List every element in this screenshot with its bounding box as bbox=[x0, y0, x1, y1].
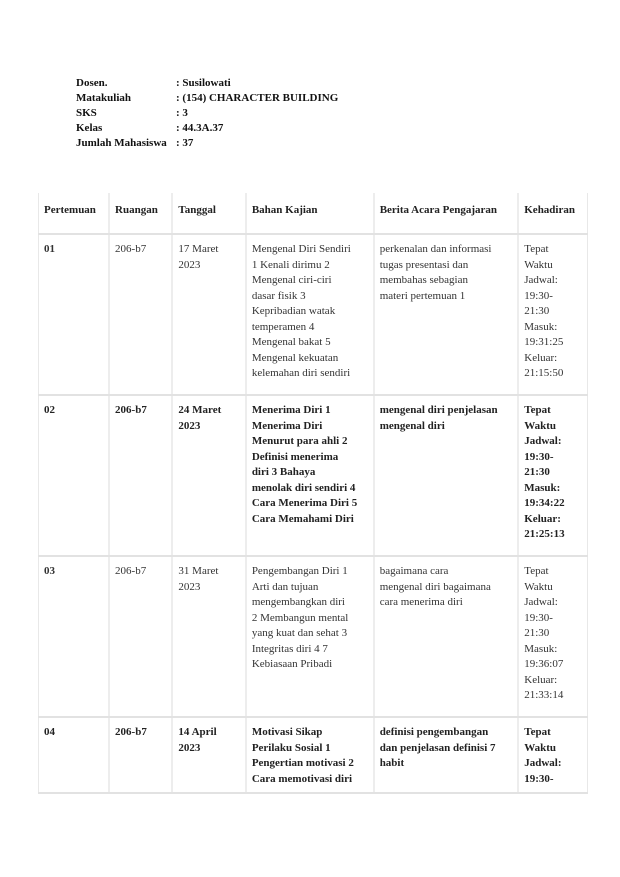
cell-bahan-kajian bbox=[246, 717, 374, 793]
info-row-jumlah-mahasiswa bbox=[76, 136, 338, 151]
column-header: Kehadiran bbox=[518, 193, 587, 234]
info-value: : 44.3A.37 bbox=[176, 122, 224, 134]
attendance-table bbox=[38, 193, 588, 793]
cell-berita-acara bbox=[374, 717, 519, 793]
info-row-matakuliah bbox=[76, 91, 338, 106]
table-header-row bbox=[39, 193, 588, 234]
cell-text: 14 April 2023 bbox=[178, 726, 217, 754]
info-label: Matakuliah bbox=[76, 92, 132, 104]
cell-text: Mengenal Diri Sendiri 1 Kenali dirimu 2 Mengenal ciri-ciri dasar fisik 3 Kepribadian watak temperamen 4 Mengenal bakat 5 Mengenal kekuatan kelemahan diri sendiri bbox=[251, 243, 351, 379]
info-value: : Susilowati bbox=[176, 77, 231, 89]
page-cut-divider bbox=[38, 792, 588, 794]
info-value: : 3 bbox=[176, 107, 188, 119]
info-label: Jumlah Mahasiswa bbox=[76, 137, 167, 149]
cell-text: mengenal diri penjelasan mengenal diri bbox=[379, 404, 498, 432]
cell-berita-acara bbox=[374, 395, 519, 556]
info-row-kelas bbox=[76, 121, 338, 136]
cell-ruangan: 206-b7 bbox=[109, 717, 172, 793]
cell-ruangan: 206-b7 bbox=[109, 234, 172, 395]
cell-text: definisi pengembangan dan penjelasan definisi 7 habit bbox=[379, 726, 496, 769]
cell-text: bagaimana cara mengenal diri bagaimana cara menerima diri bbox=[379, 565, 491, 608]
column-header: Bahan Kajian bbox=[246, 193, 374, 234]
cell-ruangan: 206-b7 bbox=[109, 395, 172, 556]
cell-text: Menerima Diri 1 Menerima Diri Menurut para ahli 2 Definisi menerima diri 3 Bahaya menolak diri sendiri 4 Cara Menerima Diri 5 Cara Memahami Diri bbox=[251, 404, 358, 525]
cell-text: Tepat Waktu Jadwal: 19:30- 21:30 Masuk: 19:36:07 Keluar: 21:33:14 bbox=[524, 565, 564, 701]
cell-text: Pengembangan Diri 1 Arti dan tujuan mengembangkan diri 2 Membangun mental yang kuat dan sehat 3 Integritas diri 4 7 Kebiasaan Pribadi bbox=[251, 565, 349, 670]
table-row bbox=[39, 556, 588, 717]
info-row-sks bbox=[76, 106, 338, 121]
attendance-table-container bbox=[38, 193, 590, 793]
cell-pertemuan: 04 bbox=[39, 717, 110, 793]
column-header: Ruangan bbox=[109, 193, 172, 234]
table-row bbox=[39, 717, 588, 793]
cell-text: 24 Maret 2023 bbox=[178, 404, 222, 432]
cell-pertemuan: 03 bbox=[39, 556, 110, 717]
cell-kehadiran bbox=[518, 556, 587, 717]
cell-tanggal bbox=[172, 717, 245, 793]
info-label: Kelas bbox=[76, 122, 103, 134]
cell-tanggal bbox=[172, 556, 245, 717]
cell-bahan-kajian bbox=[246, 234, 374, 395]
cell-text: Tepat Waktu Jadwal: 19:30- bbox=[524, 726, 562, 785]
cell-text: Tepat Waktu Jadwal: 19:30- 21:30 Masuk: 19:31:25 Keluar: 21:15:50 bbox=[524, 243, 564, 379]
cell-kehadiran bbox=[518, 395, 587, 556]
cell-text: perkenalan dan informasi tugas presentasi dan membahas sebagian materi pertemuan 1 bbox=[379, 243, 492, 302]
cell-bahan-kajian bbox=[246, 556, 374, 717]
info-value: : 37 bbox=[176, 137, 194, 149]
course-info-header bbox=[76, 76, 338, 151]
cell-berita-acara bbox=[374, 234, 519, 395]
cell-pertemuan: 01 bbox=[39, 234, 110, 395]
info-label: SKS bbox=[76, 107, 97, 119]
column-header: Pertemuan bbox=[39, 193, 110, 234]
info-row-dosen bbox=[76, 76, 338, 91]
column-header: Berita Acara Pengajaran bbox=[374, 193, 519, 234]
cell-tanggal bbox=[172, 234, 245, 395]
cell-text: 31 Maret 2023 bbox=[178, 565, 219, 593]
cell-kehadiran bbox=[518, 234, 587, 395]
cell-text: Motivasi Sikap Perilaku Sosial 1 Pengertian motivasi 2 Cara memotivasi diri bbox=[251, 726, 354, 785]
cell-tanggal bbox=[172, 395, 245, 556]
info-label: Dosen. bbox=[76, 77, 108, 89]
cell-ruangan: 206-b7 bbox=[109, 556, 172, 717]
cell-berita-acara bbox=[374, 556, 519, 717]
cell-pertemuan: 02 bbox=[39, 395, 110, 556]
table-row bbox=[39, 395, 588, 556]
cell-bahan-kajian bbox=[246, 395, 374, 556]
cell-kehadiran bbox=[518, 717, 587, 793]
table-row bbox=[39, 234, 588, 395]
cell-text: 17 Maret 2023 bbox=[178, 243, 219, 271]
info-value: : (154) CHARACTER BUILDING bbox=[176, 92, 339, 104]
column-header: Tanggal bbox=[172, 193, 245, 234]
cell-text: Tepat Waktu Jadwal: 19:30- 21:30 Masuk: 19:34:22 Keluar: 21:25:13 bbox=[524, 404, 565, 540]
